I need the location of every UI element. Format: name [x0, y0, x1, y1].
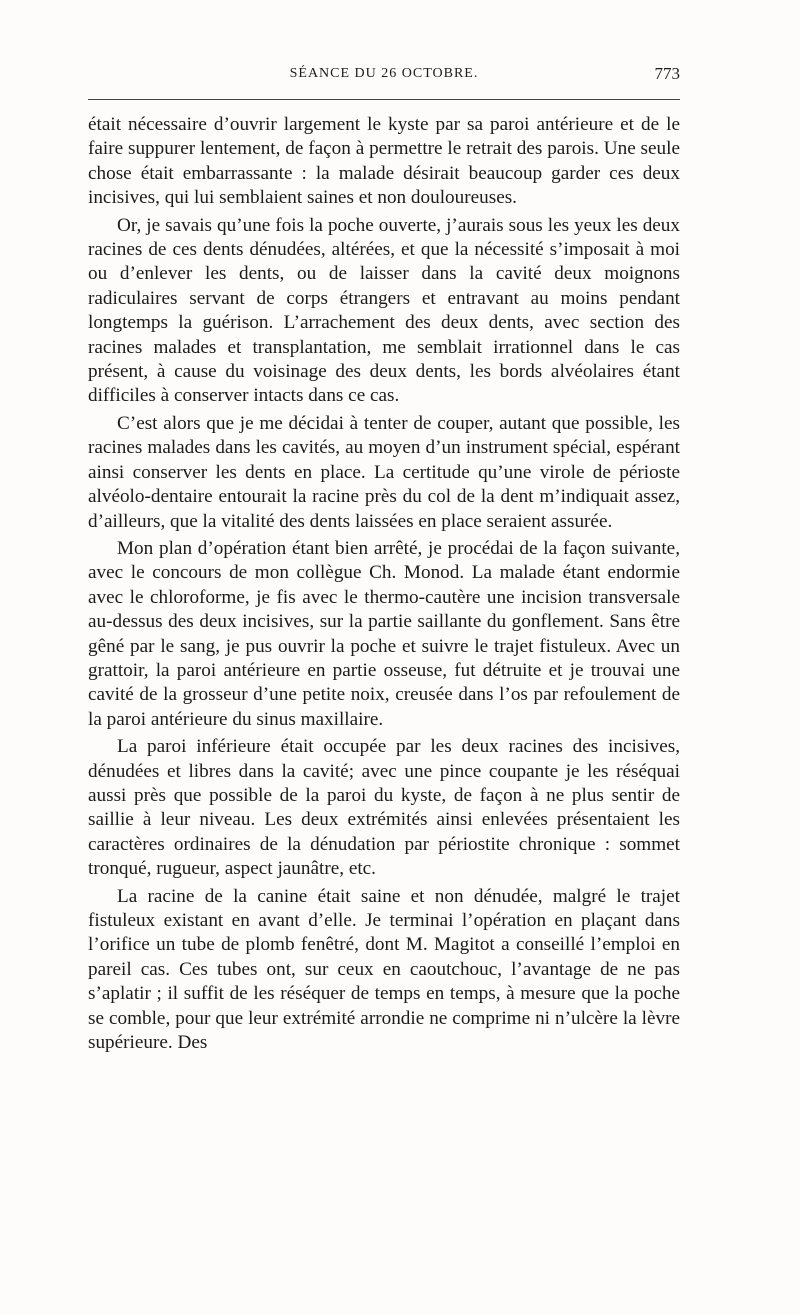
paragraph: était nécessaire d’ouvrir largement le kyste par sa paroi antérieure et de le faire suppurer lentement, de façon à permettre le retrait des parois. Une seule chose était embarrassante : la malade désirait beaucoup garder ces deux incisives, qui lui semblaient saines et non douloureuses.	[88, 114, 680, 209]
paragraph: La racine de la canine était saine et non dénudée, malgré le trajet fistuleux existant en avant d’elle. Je terminai l’opération en plaçant dans l’orifice un tube de plomb fenêtré, dont M. Magitot a conseillé l’emploi en pareil cas. Ces tubes ont, sur ceux en caoutchouc, l’avantage de ne pas s’aplatir ; il suffit de les réséquer de temps en temps, à mesure que la poche se comble, pour que leur extrémité arrondie ne comprime ni n’ulcère la lèvre supérieure. Des	[88, 885, 680, 1054]
paragraph: C’est alors que je me décidai à tenter de couper, autant que possible, les racines malades dans les cavités, au moyen d’un instrument spécial, espérant ainsi conserver les dents en place. La certitude qu’une virole de périoste alvéolo-dentaire entourait la racine près du col de la dent m’indiquait assez, d’ailleurs, que la vitalité des dents laissées en place seraient assurée.	[88, 412, 680, 532]
paragraph: Or, je savais qu’une fois la poche ouverte, j’aurais sous les yeux les deux racines de ces dents dénudées, altérées, et que la nécessité s’imposait à moi ou d’enlever les dents, ou de laisser dans la cavité deux moignons radiculaires servant de corps étrangers et entravant au moins pendant longtemps la guérison. L’arrachement des deux dents, avec section des racines malades et transplantation, me semblait irrationnel dans le cas présent, à cause du voisinage des deux dents, les bords alvéolaires étant difficiles à conserver intacts dans ce cas.	[88, 214, 680, 407]
body-text	[88, 113, 680, 1058]
page-header	[88, 64, 680, 88]
page-number: 773	[654, 64, 680, 83]
paragraph: La paroi inférieure était occupée par les deux racines des incisives, dénudées et libres dans la cavité; avec une pince coupante je les réséquai aussi près que possible de la paroi du kyste, de façon à ne plus sentir de saillie à leur niveau. Les deux extrémités ainsi enlevées présentaient les caractères ordinaires de la dénudation par périostite chronique : sommet tronqué, rugueur, aspect jaunâtre, etc.	[88, 736, 680, 880]
header-rule	[88, 99, 680, 100]
paragraph: Mon plan d’opération étant bien arrêté, je procédai de la façon suivante, avec le concours de mon collègue Ch. Monod. La malade étant endormie avec le chloroforme, je fis avec le thermo-cautère une incision transversale au-dessus des deux incisives, sur la partie saillante du gonflement. Sans être gêné par le sang, je pus ouvrir la poche et suivre le trajet fistuleux. Avec un grattoir, la paroi antérieure en partie osseuse, fut détruite et je trouvai une cavité de la grosseur d’une petite noix, creusée dans l’os par refoulement de la paroi antérieure du sinus maxillaire.	[88, 537, 680, 730]
running-title: SÉANCE DU 26 OCTOBRE.	[289, 66, 479, 81]
